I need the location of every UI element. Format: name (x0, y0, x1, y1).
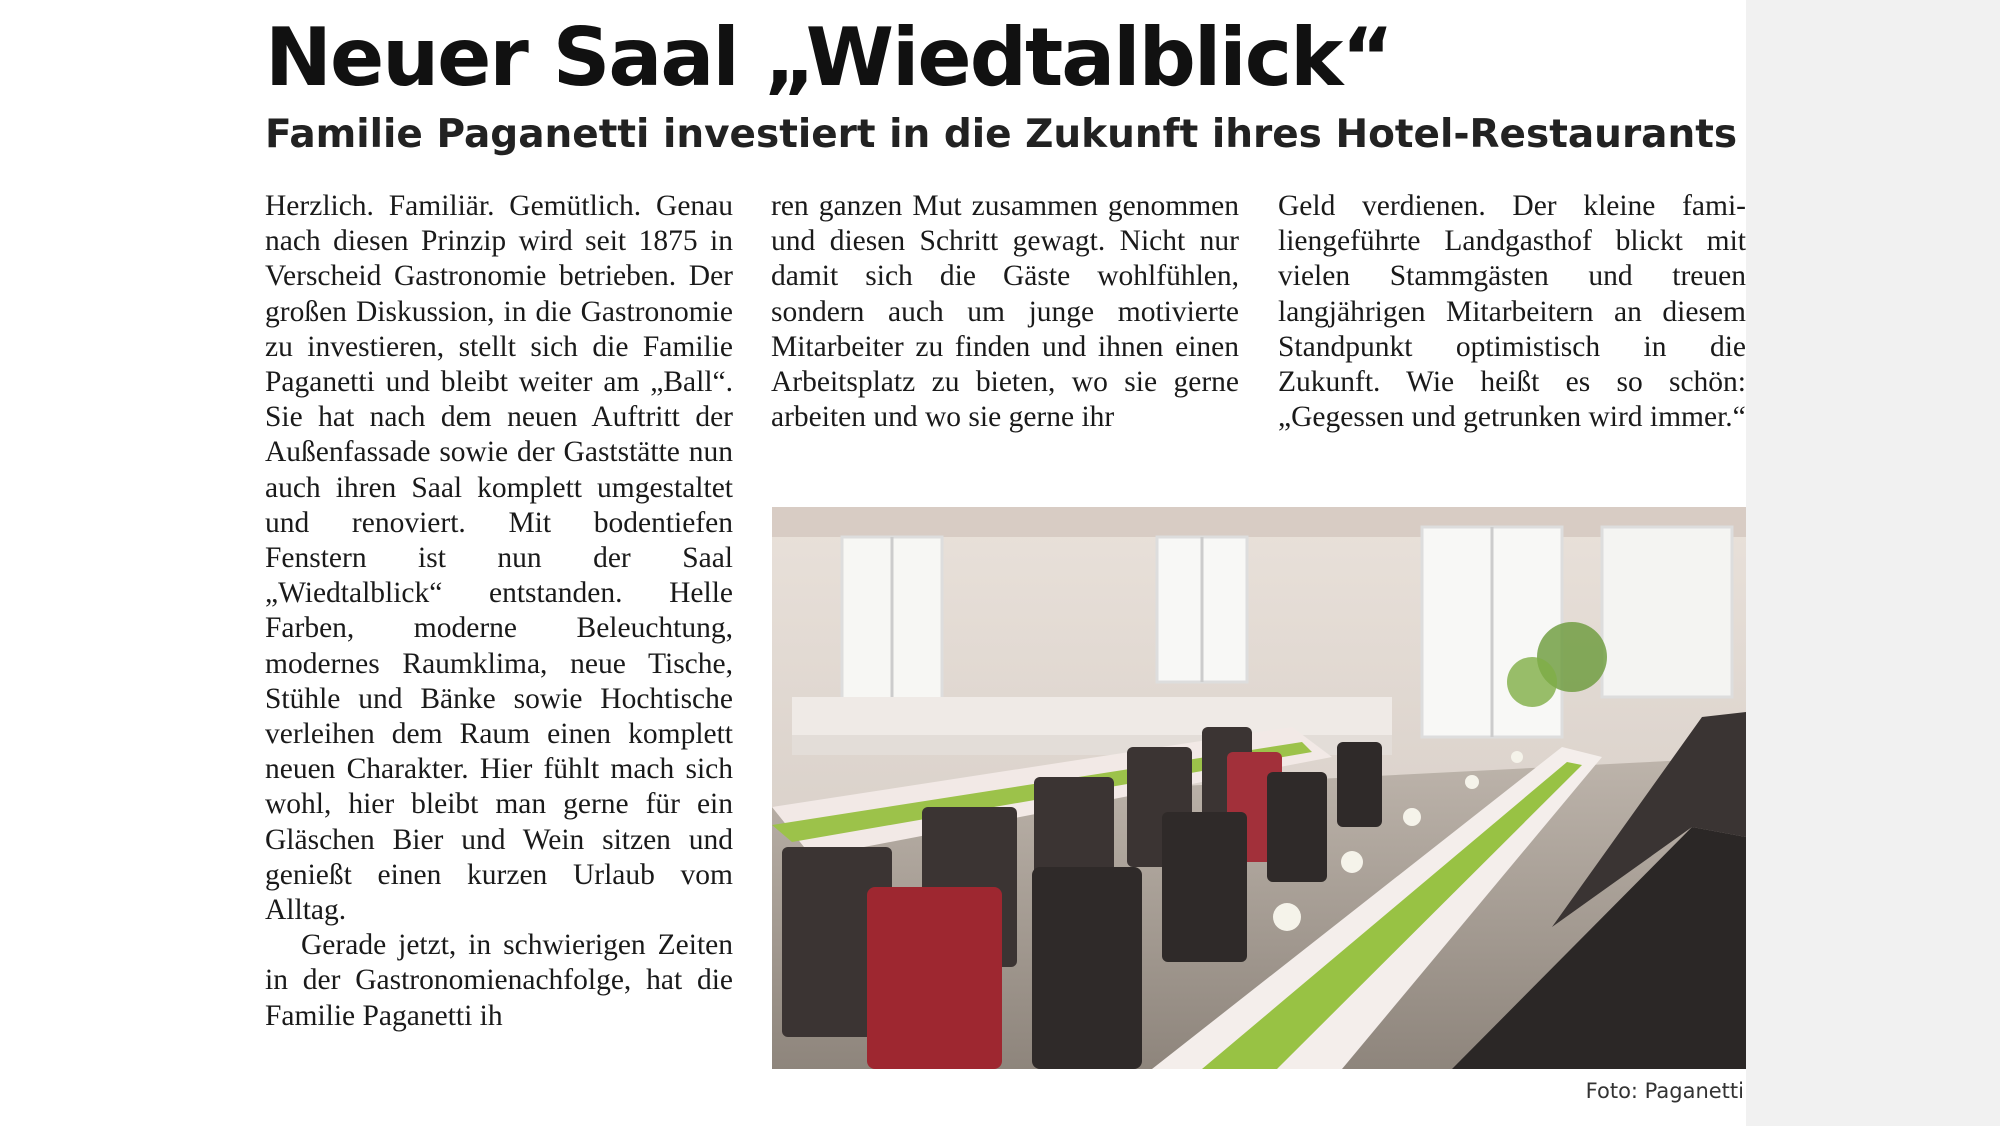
paragraph-2-continued: ren ganzen Mut zusammen genommen und diesen Schritt gewagt. Nicht nur damit sich die Gäste wohlfühlen, sondern auch um junge motivierte Mitarbeiter zu finden und ihnen einen Arbeitsplatz zu bieten, wo sie gerne arbeiten und wo sie gerne ihr (771, 190, 1239, 434)
text-column-1 (265, 189, 733, 1034)
article-photo (772, 507, 1746, 1069)
article-subheadline: Familie Paganetti investiert in die Zukunft ihres Hotel-Restaurants (265, 112, 1738, 157)
article-headline: Neuer Saal „Wiedtalblick“ (265, 11, 1392, 104)
banquet-hall-photo (772, 507, 1746, 1069)
paragraph-1: Herzlich. Familiär. Gemütlich. Genau nach diesen Prinzip wird seit 1875 in Verscheid Gastronomie betrieben. Der großen Diskussion, in die Gastronomie zu investieren, stellt sich die Familie Paganetti und bleibt weiter am „Ball“. Sie hat nach dem neuen Auftritt der Außenfassade sowie der Gaststätte nun auch ihren Saal komplett umgestaltet und renoviert. Mit bodentiefen Fenstern ist nun der Saal „Wiedtalblick“ entstanden. Helle Farben, moderne Beleuchtung, modernes Raumklima, neue Tische, Stühle und Bänke sowie Hochtische verleihen dem Raum einen komplett neuen Charakter. Hier fühlt mach sich wohl, hier bleibt man gerne für ein Gläschen Bier und Wein sitzen und genießt einen kurzen Urlaub vom Alltag. (265, 190, 733, 927)
paragraph-2: Gerade jetzt, in schwierigen Zeiten in der Gastronomienachfolge, hat die Familie Paganetti ih (265, 929, 733, 1032)
text-column-3 (1278, 189, 1746, 435)
scrollbar[interactable] (1976, 0, 2000, 1126)
text-column-2 (771, 189, 1239, 435)
photo-credit: Foto: Paganetti (1585, 1079, 1744, 1103)
viewer-side-panel (1746, 0, 2000, 1126)
paragraph-3: Geld verdienen. Der kleine familiengeführte Landgasthof blickt mit vielen Stammgästen und treuen langjährigen Mitarbeitern an diesem Standpunkt optimistisch in die Zukunft. Wie heißt es so schön: „Gegessen und getrunken wird immer.“ (1278, 190, 1746, 434)
